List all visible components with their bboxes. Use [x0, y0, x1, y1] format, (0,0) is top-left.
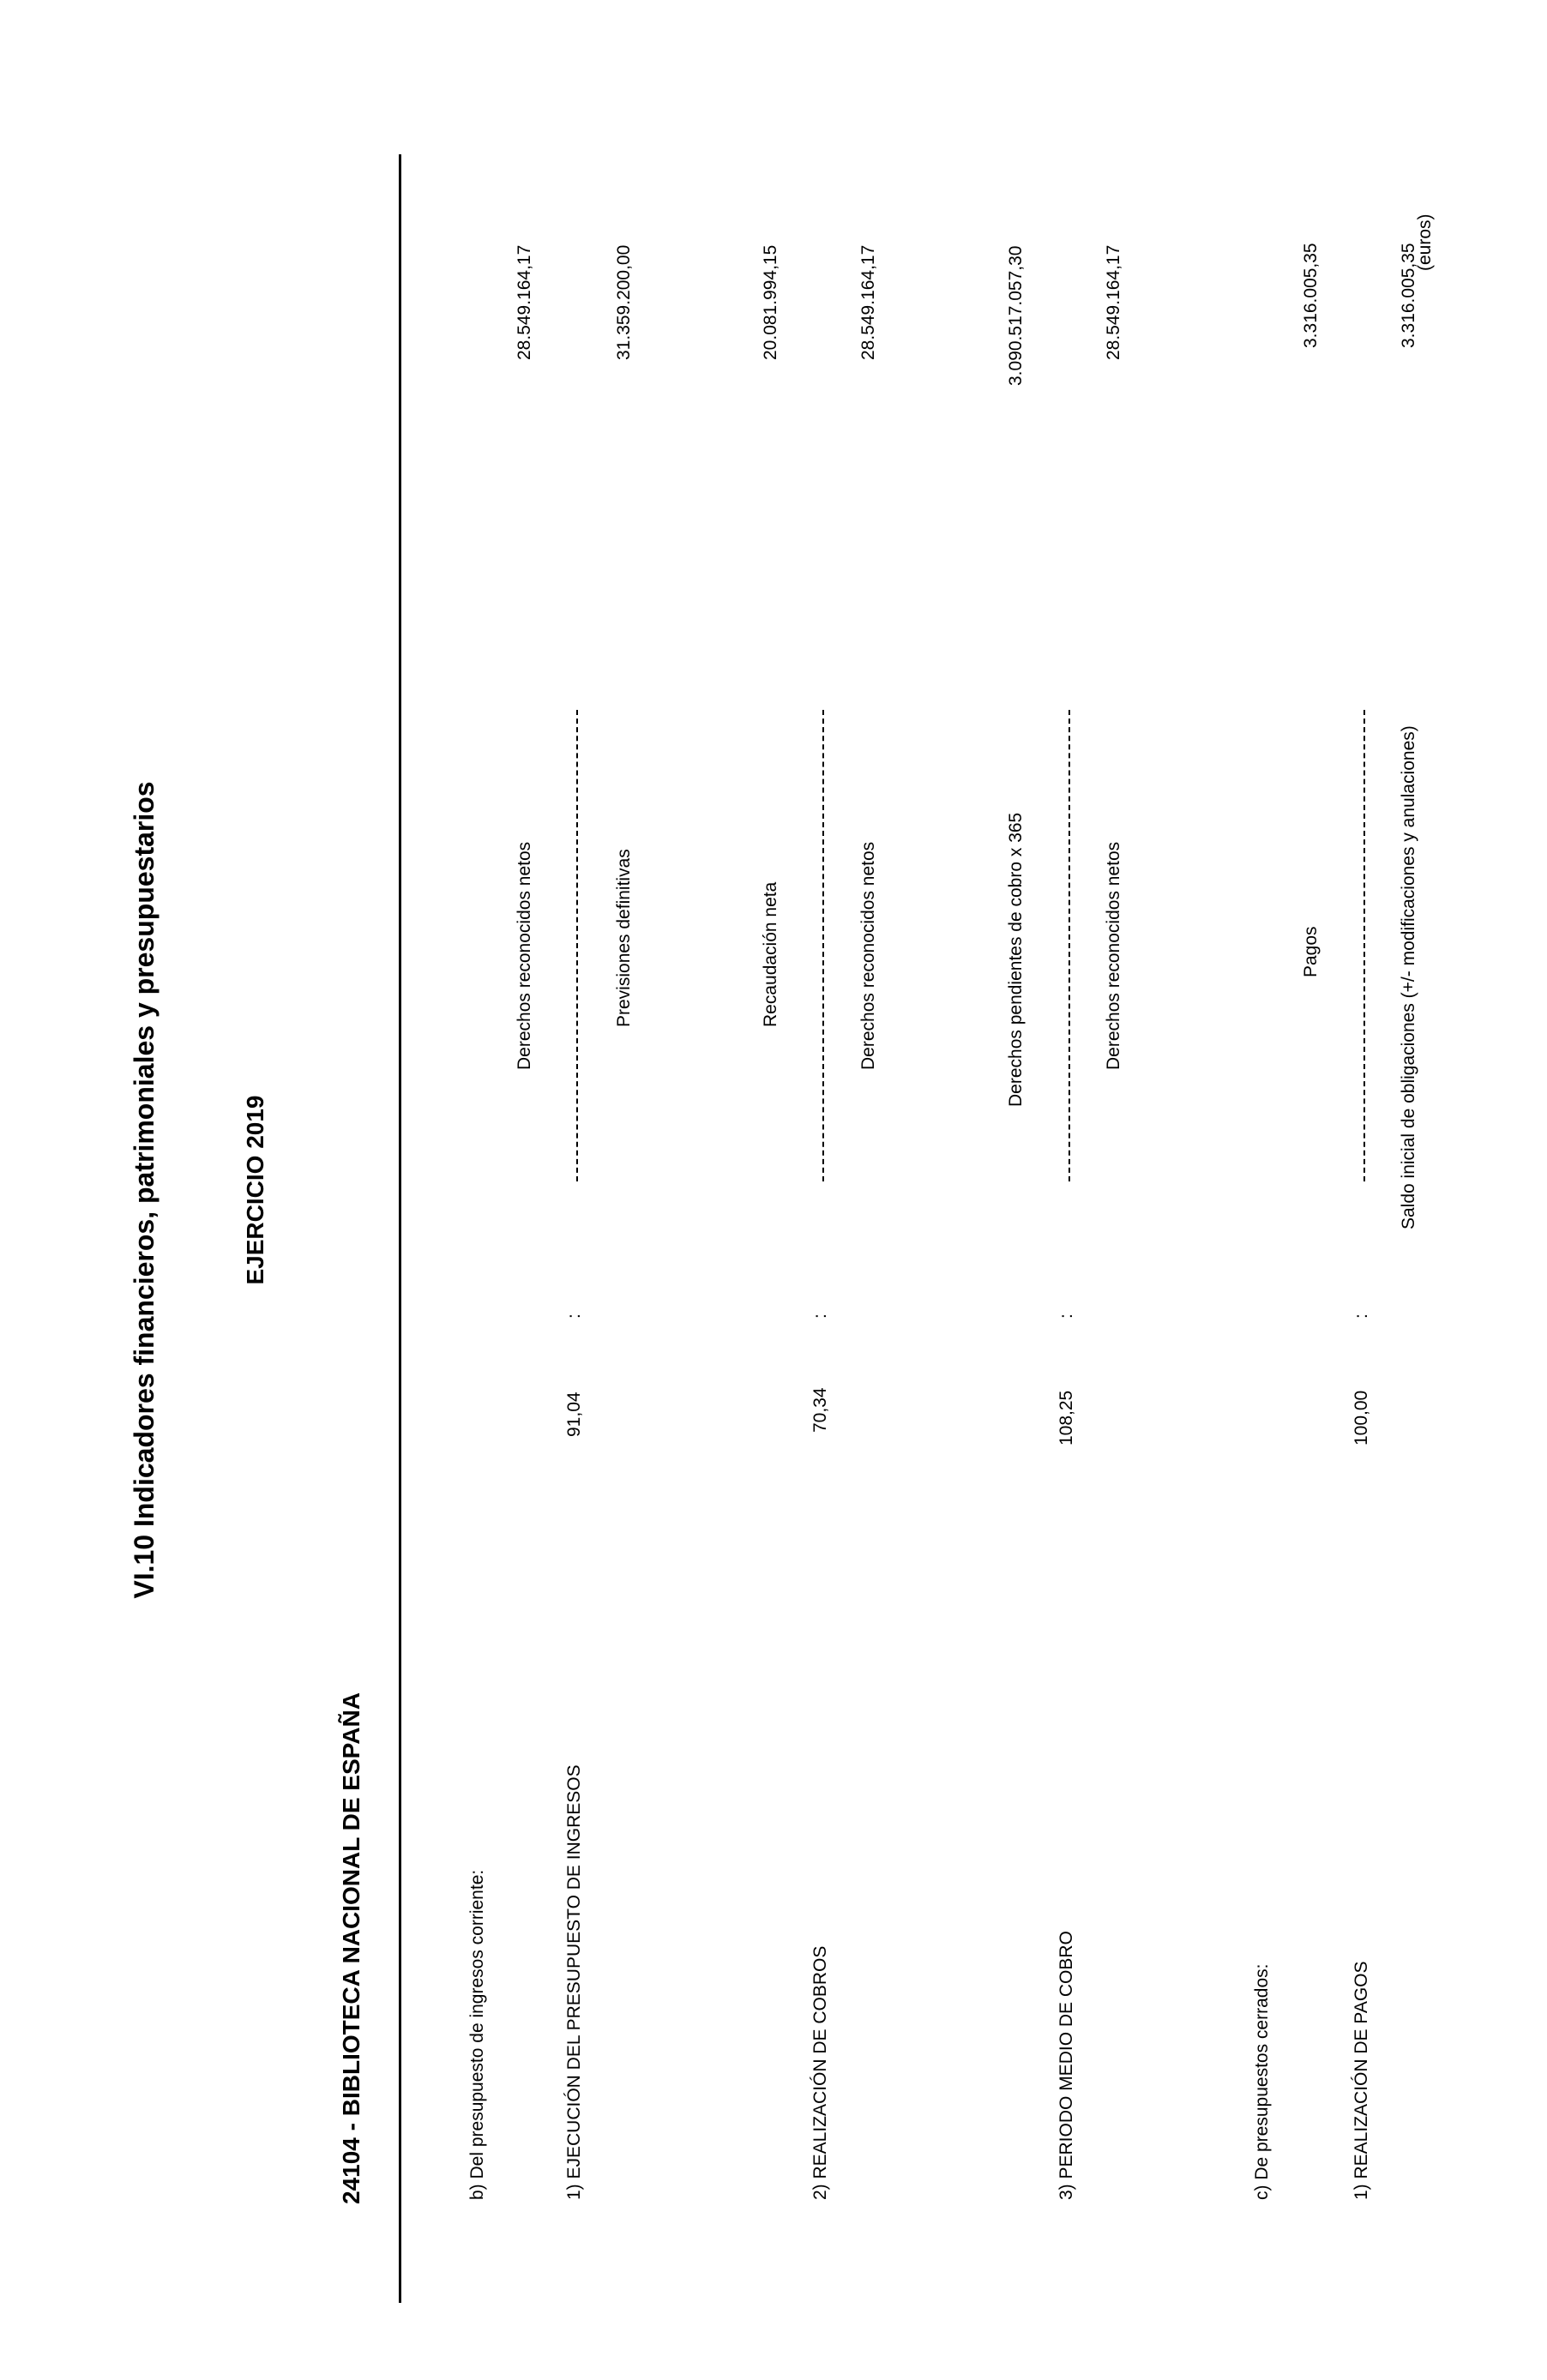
denominator-value: 3.316.005,35	[1399, 243, 1418, 348]
section-label: c) De presupuestos cerrados:	[1252, 1963, 1272, 2200]
numerator-label: Derechos reconocidos netos	[515, 841, 534, 1070]
numerator-value: 3.090.517.057,30	[1006, 245, 1026, 386]
ratio-separator: :	[564, 1313, 584, 1319]
numerator-label: Recaudación neta	[761, 881, 780, 1027]
indicator-ratio: 70,34	[810, 1387, 830, 1433]
numerator-label: Derechos pendientes de cobro x 365	[1006, 812, 1026, 1107]
denominator-label: Previsiones definitivas	[614, 849, 634, 1027]
numerator-value: 28.549.164,17	[515, 244, 534, 360]
denominator-value: 31.359.200,00	[614, 244, 634, 360]
fraction-line	[1363, 710, 1365, 1181]
page-title: VI.10 Indicadores financieros, patrimoniales y presupuestarios	[129, 781, 160, 1599]
entity-name: 24104 - BIBLIOTECA NACIONAL DE ESPAÑA	[338, 1692, 364, 2204]
numerator-value: 3.316.005,35	[1301, 243, 1321, 348]
indicator-name: 2) REALIZACIÓN DE COBROS	[810, 1945, 830, 2200]
indicator-ratio: 91,04	[564, 1391, 584, 1437]
indicator-ratio: 108,25	[1056, 1390, 1076, 1445]
denominator-label: Saldo inicial de obligaciones (+/- modificaciones y anulaciones)	[1399, 725, 1418, 1229]
fraction-line	[576, 710, 578, 1181]
ratio-separator: :	[1351, 1313, 1371, 1319]
units-label: (euros)	[1415, 213, 1435, 271]
ratio-separator: :	[1056, 1313, 1076, 1319]
fraction-line	[1068, 710, 1070, 1181]
denominator-value: 28.549.164,17	[1104, 244, 1123, 360]
header-rule	[399, 154, 401, 2303]
indicator-name: 1) REALIZACIÓN DE PAGOS	[1351, 1961, 1371, 2200]
fiscal-year-heading: EJERCICIO 2019	[242, 1095, 268, 1285]
denominator-label: Derechos reconocidos netos	[1104, 841, 1123, 1070]
section-label: b) Del presupuesto de ingresos corriente:	[467, 1869, 487, 2200]
ratio-separator: :	[810, 1313, 830, 1319]
indicator-name: 1) EJECUCIÓN DEL PRESUPUESTO DE INGRESOS	[564, 1764, 584, 2200]
denominator-value: 28.549.164,17	[858, 244, 878, 360]
fraction-line	[822, 710, 824, 1181]
denominator-label: Derechos reconocidos netos	[858, 841, 878, 1070]
indicator-ratio: 100,00	[1351, 1390, 1371, 1445]
indicator-name: 3) PERIODO MEDIO DE COBRO	[1056, 1931, 1076, 2200]
numerator-label: Pagos	[1301, 926, 1321, 977]
numerator-value: 20.081.994,15	[761, 244, 780, 360]
